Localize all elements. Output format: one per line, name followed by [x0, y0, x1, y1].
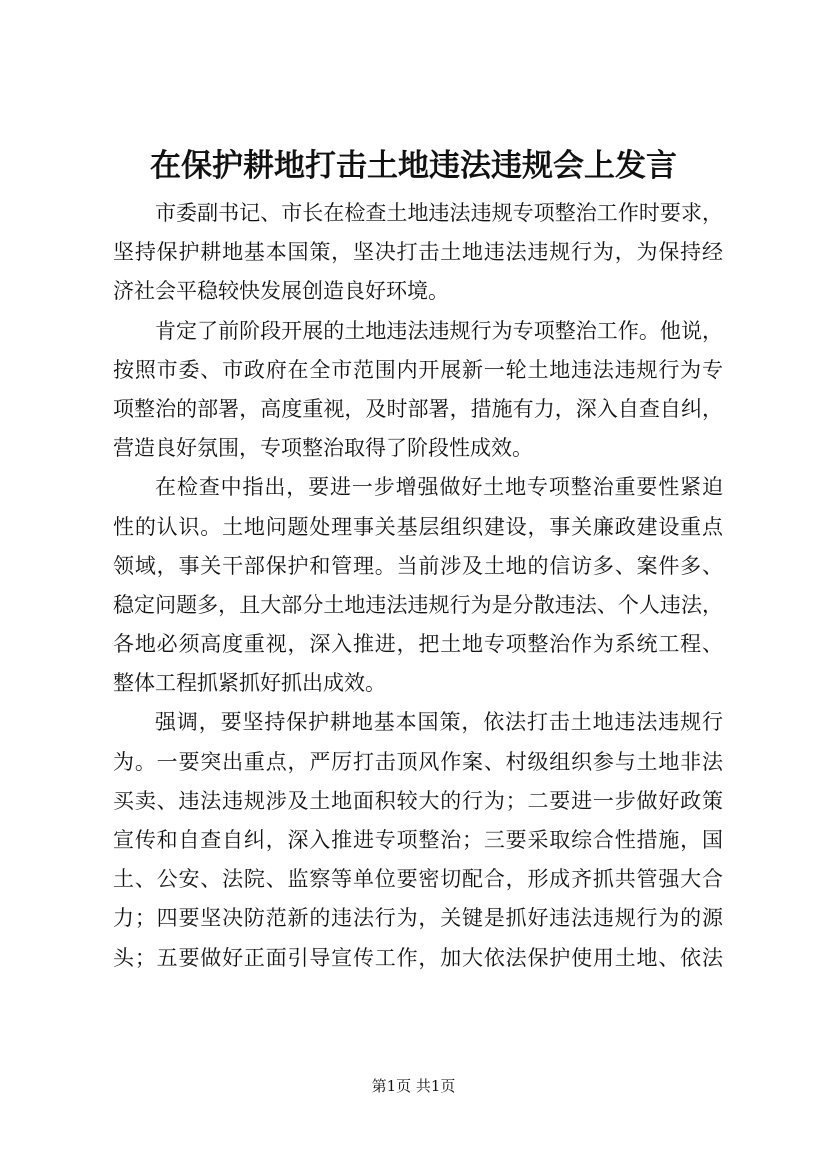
paragraph-2-line-4: 营造良好氛围，专项整治取得了阶段性成效。 — [113, 436, 533, 461]
paragraph-4-line-5: 土、公安、法院、监察等单位要密切配合，形成齐抓共管强大合 — [113, 867, 723, 892]
paragraph-2-line-2: 按照市委、市政府在全市范围内开展新一轮土地违法违规行为专 — [113, 357, 723, 382]
document-body — [113, 194, 723, 978]
paragraph-4-line-7: 头；五要做好正面引导宣传工作，加大依法保护使用土地、依法 — [113, 945, 723, 970]
page-footer: 第1页 共1页 — [371, 1077, 456, 1095]
paragraph-2-line-1: 肯定了前阶段开展的土地违法违规行为专项整治工作。他说， — [155, 318, 723, 343]
paragraph-4-line-2: 为。一要突出重点，严厉打击顶风作案、村级组织参与土地非法 — [113, 749, 723, 774]
paragraph-3-line-1: 在检查中指出，要进一步增强做好土地专项整治重要性紧迫 — [155, 475, 723, 500]
paragraph-3-line-4: 稳定问题多，且大部分土地违法违规行为是分散违法、个人违法， — [113, 592, 723, 617]
paragraph-1-line-3: 济社会平稳较快发展创造良好环境。 — [113, 279, 449, 304]
paragraph-3-line-6: 整体工程抓紧抓好抓出成效。 — [113, 671, 386, 696]
paragraph-2-line-3: 项整治的部署，高度重视，及时部署，措施有力，深入自查自纠， — [113, 396, 723, 421]
paragraph-4-line-6: 力；四要坚决防范新的违法行为，关键是抓好违法违规行为的源 — [113, 906, 723, 931]
paragraph-3-line-2: 性的认识。土地问题处理事关基层组织建设，事关廉政建设重点 — [113, 514, 723, 539]
paragraph-3-line-3: 领域，事关干部保护和管理。当前涉及土地的信访多、案件多、 — [113, 553, 723, 578]
document-title: 在保护耕地打击土地违法违规会上发言 — [150, 148, 677, 184]
paragraph-3-line-5: 各地必须高度重视，深入推进，把土地专项整治作为系统工程、 — [113, 632, 723, 657]
paragraph-4-line-3: 买卖、违法违规涉及土地面积较大的行为；二要进一步做好政策 — [113, 788, 723, 813]
paragraph-1-line-2: 坚持保护耕地基本国策，坚决打击土地违法违规行为，为保持经 — [113, 240, 723, 265]
paragraph-1-line-1: 市委副书记、市长在检查土地违法违规专项整治工作时要求， — [155, 201, 723, 225]
paragraph-4-line-1: 强调，要坚持保护耕地基本国策，依法打击土地违法违规行 — [155, 710, 723, 735]
paragraph-4-line-4: 宣传和自查自纠，深入推进专项整治；三要采取综合性措施，国 — [113, 828, 723, 852]
